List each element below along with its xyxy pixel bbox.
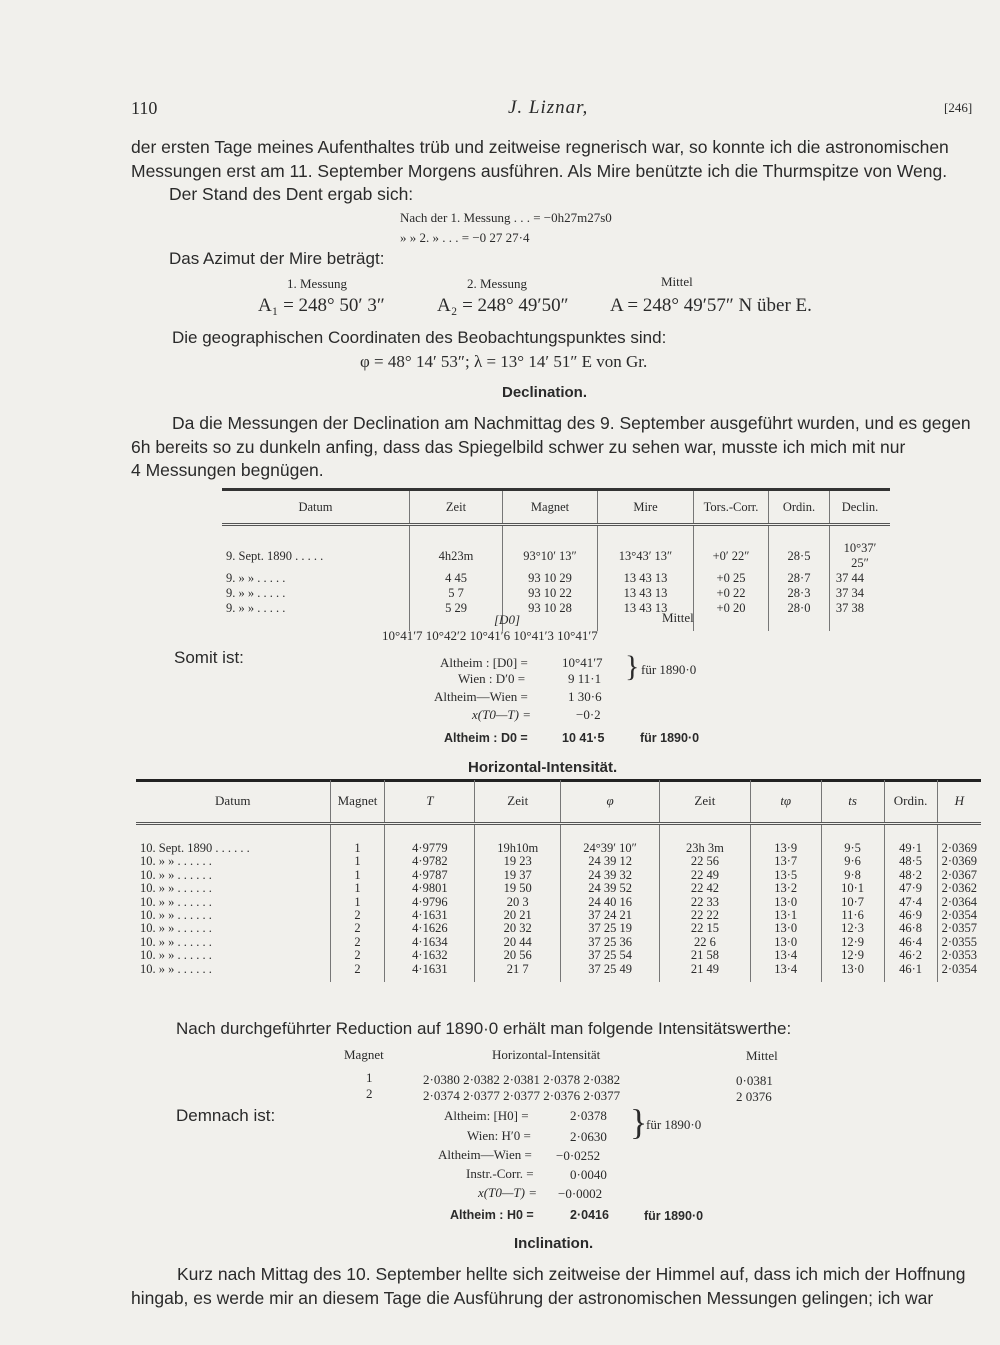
horizontal-table bbox=[136, 780, 981, 982]
somit-label: Somit ist: bbox=[174, 648, 244, 667]
demnach-label: Demnach ist: bbox=[176, 1106, 276, 1125]
h-final-for: für 1890·0 bbox=[644, 1209, 704, 1223]
table-cell: 13·0 bbox=[750, 896, 821, 909]
table-cell: 10. » » . . . . . . bbox=[140, 934, 212, 949]
table-cell: 4·9787 bbox=[385, 869, 475, 882]
h-final-value: 2·0416 bbox=[570, 1208, 609, 1222]
table-cell: 10. » » . . . . . . bbox=[140, 948, 212, 963]
table-cell: 22 6 bbox=[659, 936, 750, 949]
running-head-ref: [246] bbox=[944, 100, 973, 115]
table-cell: 2·0369 bbox=[937, 842, 981, 855]
table-cell: 13·0 bbox=[750, 922, 821, 935]
column-header: Ordin. bbox=[884, 780, 937, 824]
decl-result-value-3: 1 30·6 bbox=[568, 689, 602, 704]
table-cell bbox=[821, 976, 884, 982]
table-cell: 4·9801 bbox=[385, 882, 475, 895]
table-cell: 2 bbox=[330, 936, 385, 949]
h-final-label: Altheim : H0 = bbox=[450, 1208, 534, 1222]
d0-label: [D0] bbox=[494, 612, 521, 627]
table-cell: 4·1632 bbox=[385, 949, 475, 962]
column-header: Magnet bbox=[503, 490, 598, 525]
decl-result-value-2: 9 11·1 bbox=[568, 671, 602, 686]
table-cell: 13·5 bbox=[750, 869, 821, 882]
table-cell: 24 40 16 bbox=[561, 896, 660, 909]
decl-result-label-2: Wien : D′0 = bbox=[458, 671, 526, 686]
table-cell: 37 24 21 bbox=[561, 909, 660, 922]
table-cell: 2·0354 bbox=[937, 963, 981, 976]
table-row bbox=[222, 601, 890, 616]
table-cell bbox=[561, 976, 660, 982]
table-cell: 20 32 bbox=[475, 922, 561, 935]
table-cell: 19 50 bbox=[475, 882, 561, 895]
table-cell: 37 25 19 bbox=[561, 922, 660, 935]
column-header: Datum bbox=[222, 490, 410, 525]
table-cell: 1 bbox=[330, 869, 385, 882]
table-cell: 13 43 13 bbox=[598, 571, 694, 586]
table-cell: 46·8 bbox=[884, 922, 937, 935]
h-result-value-1: 2·0378 bbox=[570, 1108, 607, 1123]
table-cell: 47·4 bbox=[884, 896, 937, 909]
table-cell bbox=[385, 976, 475, 982]
table-cell: 5 29 bbox=[410, 601, 503, 616]
table-cell: 2·0353 bbox=[937, 949, 981, 962]
table-cell: 2·0367 bbox=[937, 869, 981, 882]
intro-paragraph bbox=[131, 136, 979, 207]
table-row bbox=[136, 949, 981, 962]
h-result-value-2: 2·0630 bbox=[570, 1129, 607, 1144]
running-head-author: J. Liznar, bbox=[508, 97, 589, 118]
column-header: T bbox=[385, 780, 475, 824]
h-result-for: für 1890·0 bbox=[646, 1117, 702, 1132]
table-cell: 13·0 bbox=[821, 963, 884, 976]
dent-measurement-2: » » 2. » . . . = −0 27 27·4 bbox=[400, 230, 530, 245]
table-cell: 37 44 bbox=[830, 571, 891, 586]
d0-values: 10°41′7 10°42′2 10°41′6 10°41′3 10°41′7 bbox=[382, 628, 598, 643]
decl-result-value-1: 10°41′7 bbox=[562, 655, 603, 670]
table-cell: 20 44 bbox=[475, 936, 561, 949]
h-result-value-5: −0·0002 bbox=[558, 1186, 603, 1201]
inclination-paragraph bbox=[131, 1263, 979, 1310]
table-cell: 4·1631 bbox=[385, 963, 475, 976]
table-cell: 37 25 49 bbox=[561, 963, 660, 976]
table-cell: 1 bbox=[330, 842, 385, 855]
h-result-value-4: 0·0040 bbox=[570, 1167, 607, 1182]
table-cell: 48·5 bbox=[884, 855, 937, 868]
table-cell: 22 33 bbox=[659, 896, 750, 909]
table-cell bbox=[330, 976, 385, 982]
table-cell bbox=[475, 976, 561, 982]
decl-result-label-3: Altheim—Wien = bbox=[434, 689, 528, 704]
decl-final-label: Altheim : D0 = bbox=[444, 731, 528, 745]
column-header: Magnet bbox=[330, 780, 385, 824]
table-cell: 11·6 bbox=[821, 909, 884, 922]
table-cell: 2·0369 bbox=[937, 855, 981, 868]
table-cell: +0 20 bbox=[694, 601, 769, 616]
table-cell: 20 3 bbox=[475, 896, 561, 909]
table-cell: 46·2 bbox=[884, 949, 937, 962]
table-row bbox=[136, 922, 981, 935]
table-cell: 13 43 13 bbox=[598, 601, 694, 616]
intensity-head-mittel: Mittel bbox=[746, 1048, 778, 1063]
column-header: φ bbox=[561, 780, 660, 824]
azimut-value-1: A₁ = 248° 50′ 3″ bbox=[258, 295, 385, 316]
column-header: Zeit bbox=[410, 490, 503, 525]
table-cell: 22 22 bbox=[659, 909, 750, 922]
table-cell: 2 bbox=[330, 949, 385, 962]
table-cell: 4h23m bbox=[410, 541, 503, 571]
azimut-value-mean: A = 248° 49′57″ N über E. bbox=[610, 295, 812, 316]
table-cell: +0 25 bbox=[694, 571, 769, 586]
intensity-head-magnet: Magnet bbox=[344, 1047, 384, 1062]
intensity-row-2-magnet: 2 bbox=[366, 1086, 373, 1101]
table-cell: 2·0357 bbox=[937, 922, 981, 935]
table-cell: 28·0 bbox=[769, 601, 830, 616]
table-cell: 48·2 bbox=[884, 869, 937, 882]
azimut-head-2: 2. Messung bbox=[467, 276, 527, 291]
page-number: 110 bbox=[131, 98, 158, 118]
column-header: Ordin. bbox=[769, 490, 830, 525]
column-header: Mire bbox=[598, 490, 694, 525]
text-line: 6h bereits so zu dunkeln anfing, dass das Spiegelbild schwer zu sehen war, musste ich mich mit nur bbox=[131, 436, 906, 457]
section-title-horizontal: Horizontal-Intensität. bbox=[468, 759, 618, 776]
table-cell: 24 39 12 bbox=[561, 855, 660, 868]
table-cell: 46·4 bbox=[884, 936, 937, 949]
brace-icon: } bbox=[630, 1102, 648, 1142]
column-header: Datum bbox=[136, 780, 330, 824]
table-row bbox=[222, 571, 890, 586]
table-cell: 13·1 bbox=[750, 909, 821, 922]
table-cell: 9. Sept. 1890 . . . . . bbox=[226, 548, 324, 563]
text-line: Da die Messungen der Declination am Nachmittag des 9. September ausgeführt wurden, und es gegen bbox=[172, 413, 971, 433]
table-cell: 13·4 bbox=[750, 949, 821, 962]
azimut-label: Das Azimut der Mire beträgt: bbox=[169, 249, 385, 268]
table-cell bbox=[937, 976, 981, 982]
table-cell: 12·3 bbox=[821, 922, 884, 935]
table-cell bbox=[136, 976, 330, 982]
table-cell: 28·3 bbox=[769, 586, 830, 601]
table-cell: 2 bbox=[330, 922, 385, 935]
text-line: Der Stand des Dent ergab sich: bbox=[169, 184, 414, 204]
table-cell: 9. » » . . . . . bbox=[226, 571, 286, 585]
table-row bbox=[136, 936, 981, 949]
table-cell: 4·9779 bbox=[385, 842, 475, 855]
table-cell: 9. » » . . . . . bbox=[226, 601, 286, 615]
text-line: 4 Messungen begnügen. bbox=[131, 460, 324, 480]
column-header: Zeit bbox=[475, 780, 561, 824]
text-line: Kurz nach Mittag des 10. September hellte sich zeitweise der Himmel auf, dass ich mich der Hoffnung bbox=[177, 1264, 966, 1284]
d0-mittel-label: Mittel bbox=[662, 610, 694, 625]
column-header: Zeit bbox=[659, 780, 750, 824]
table-cell: 22 42 bbox=[659, 882, 750, 895]
table-cell: 4 45 bbox=[410, 571, 503, 586]
table-cell: 2·0355 bbox=[937, 936, 981, 949]
table-cell: 2 bbox=[330, 963, 385, 976]
section-title-declination: Declination. bbox=[502, 384, 588, 401]
table-cell: 2·0354 bbox=[937, 909, 981, 922]
h-result-label-1: Altheim: [H0] = bbox=[444, 1108, 529, 1123]
table-row bbox=[136, 824, 981, 843]
column-header: Tors.-Corr. bbox=[694, 490, 769, 525]
table-cell: 9·5 bbox=[821, 842, 884, 855]
text-line: Messungen erst am 11. September Morgens ausführen. Als Mire benützte ich die Thurmspitze von Weng. bbox=[131, 160, 948, 181]
table-cell: 1 bbox=[330, 855, 385, 868]
table-cell: 20 56 bbox=[475, 949, 561, 962]
table-cell: 23h 3m bbox=[659, 842, 750, 855]
table-cell: 19 23 bbox=[475, 855, 561, 868]
column-header: H bbox=[937, 780, 981, 824]
table-cell: 4·9796 bbox=[385, 896, 475, 909]
h-result-label-4: Instr.-Corr. = bbox=[466, 1166, 534, 1181]
table-cell: 10. » » . . . . . . bbox=[140, 894, 212, 909]
table-cell: 37 34 bbox=[830, 586, 891, 601]
table-cell: 49·1 bbox=[884, 842, 937, 855]
table-cell: 13·2 bbox=[750, 882, 821, 895]
decl-result-label-4: x(T0—T) = bbox=[472, 707, 531, 722]
decl-result-for: für 1890·0 bbox=[641, 662, 697, 677]
table-row bbox=[222, 586, 890, 601]
table-cell: 37 38 bbox=[830, 601, 891, 616]
text-line: hingab, es werde mir an diesem Tage die Ausführung der astronomischen Messungen gelingen; ich war bbox=[131, 1287, 934, 1308]
intensity-head-values: Horizontal-Intensität bbox=[492, 1047, 601, 1062]
brace-icon: } bbox=[625, 650, 640, 683]
declination-table bbox=[222, 488, 890, 631]
table-cell: 21 58 bbox=[659, 949, 750, 962]
table-cell: 24°39′ 10″ bbox=[561, 842, 660, 855]
table-cell: 93°10′ 13″ bbox=[503, 541, 598, 571]
table-cell: 10·7 bbox=[821, 896, 884, 909]
table-cell bbox=[884, 976, 937, 982]
section-title-inclination: Inclination. bbox=[514, 1235, 594, 1252]
h-result-value-3: −0·0252 bbox=[556, 1148, 601, 1163]
table-row bbox=[136, 976, 981, 982]
h-result-label-2: Wien: H′0 = bbox=[467, 1128, 531, 1143]
table-cell: +0 22 bbox=[694, 586, 769, 601]
table-cell: 12·9 bbox=[821, 936, 884, 949]
table-cell: 13 43 13 bbox=[598, 586, 694, 601]
table-row bbox=[136, 882, 981, 895]
table-cell: 22 49 bbox=[659, 869, 750, 882]
table-row bbox=[136, 963, 981, 976]
table-cell: 12·9 bbox=[821, 949, 884, 962]
table-cell: 9·6 bbox=[821, 855, 884, 868]
table-row bbox=[136, 855, 981, 868]
table-cell: 10. » » . . . . . . bbox=[140, 881, 212, 896]
table-row bbox=[136, 909, 981, 922]
table-cell: 47·9 bbox=[884, 882, 937, 895]
table-cell: 20 21 bbox=[475, 909, 561, 922]
table-cell: 37 25 36 bbox=[561, 936, 660, 949]
table-cell: 2 bbox=[330, 909, 385, 922]
column-header: tφ bbox=[750, 780, 821, 824]
table-cell bbox=[750, 976, 821, 982]
table-cell: 13·9 bbox=[750, 842, 821, 855]
table-cell: 9. » » . . . . . bbox=[226, 586, 286, 600]
table-cell: 93 10 29 bbox=[503, 571, 598, 586]
table-cell: 10. » » . . . . . . bbox=[140, 961, 212, 976]
table-cell: 37 25 54 bbox=[561, 949, 660, 962]
azimut-value-2: A₂ = 248° 49′50″ bbox=[437, 295, 569, 316]
intensity-row-1-values: 2·0380 2·0382 2·0381 2·0378 2·0382 bbox=[423, 1072, 621, 1087]
table-row bbox=[136, 842, 981, 855]
table-cell: 13·4 bbox=[750, 963, 821, 976]
table-cell bbox=[659, 976, 750, 982]
reduction-text: Nach durchgeführter Reduction auf 1890·0 erhält man folgende Intensitätswerthe: bbox=[176, 1019, 792, 1038]
table-cell: +0′ 22″ bbox=[694, 541, 769, 571]
table-cell: 46·9 bbox=[884, 909, 937, 922]
table-cell: 46·1 bbox=[884, 963, 937, 976]
table-cell: 93 10 22 bbox=[503, 586, 598, 601]
intensity-row-1-magnet: 1 bbox=[366, 1070, 373, 1085]
table-cell: 1 bbox=[330, 896, 385, 909]
intensity-row-2-values: 2·0374 2·0377 2·0377 2·0376 2·0377 bbox=[423, 1088, 621, 1103]
declination-paragraph bbox=[131, 412, 979, 483]
table-cell: 24 39 32 bbox=[561, 869, 660, 882]
table-cell: 22 15 bbox=[659, 922, 750, 935]
h-result-label-5: x(T0—T) = bbox=[478, 1185, 537, 1200]
table-cell: 10. » » . . . . . . bbox=[140, 908, 212, 923]
intensity-row-1-mean: 0·0381 bbox=[736, 1073, 773, 1088]
table-row bbox=[222, 541, 890, 571]
table-cell: 24 39 52 bbox=[561, 882, 660, 895]
decl-result-value-4: −0·2 bbox=[576, 707, 601, 722]
table-cell: 5 7 bbox=[410, 586, 503, 601]
table-cell: 19h10m bbox=[475, 842, 561, 855]
dent-measurement-1: Nach der 1. Messung . . . = −0h27m27s0 bbox=[400, 210, 612, 225]
table-cell: 28·5 bbox=[769, 541, 830, 571]
table-cell: 4·9782 bbox=[385, 855, 475, 868]
table-cell: 10. » » . . . . . . bbox=[140, 867, 212, 882]
table-cell: 10°37′ 25″ bbox=[830, 541, 891, 571]
table-cell: 4·1634 bbox=[385, 936, 475, 949]
table-cell: 1 bbox=[330, 882, 385, 895]
table-cell: 13·7 bbox=[750, 855, 821, 868]
table-cell: 21 7 bbox=[475, 963, 561, 976]
column-header: Declin. bbox=[830, 490, 891, 525]
table-cell: 21 49 bbox=[659, 963, 750, 976]
table-cell: 2·0362 bbox=[937, 882, 981, 895]
coordinates-label: Die geographischen Coordinaten des Beobachtungspunktes sind: bbox=[172, 328, 667, 347]
decl-final-for: für 1890·0 bbox=[640, 731, 700, 745]
intensity-row-2-mean: 2 0376 bbox=[736, 1089, 772, 1104]
column-header: ts bbox=[821, 780, 884, 824]
decl-result-label-1: Altheim : [D0] = bbox=[440, 655, 528, 670]
table-row bbox=[136, 896, 981, 909]
table-row bbox=[222, 525, 890, 542]
table-cell: 19 37 bbox=[475, 869, 561, 882]
table-cell: 9·8 bbox=[821, 869, 884, 882]
table-cell: 10. » » . . . . . . bbox=[140, 921, 212, 936]
table-cell: 2·0364 bbox=[937, 896, 981, 909]
table-cell: 22 56 bbox=[659, 855, 750, 868]
decl-final-value: 10 41·5 bbox=[562, 731, 605, 745]
table-row bbox=[136, 869, 981, 882]
table-cell: 93 10 28 bbox=[503, 601, 598, 616]
coordinates-values: φ = 48° 14′ 53″; λ = 13° 14′ 51″ E von Gr. bbox=[360, 352, 648, 371]
table-cell: 10·1 bbox=[821, 882, 884, 895]
azimut-head-3: Mittel bbox=[661, 274, 693, 289]
table-cell: 10. Sept. 1890 . . . . . . bbox=[140, 841, 250, 855]
table-cell: 4·1631 bbox=[385, 909, 475, 922]
table-cell: 28·7 bbox=[769, 571, 830, 586]
table-cell: 13°43′ 13″ bbox=[598, 541, 694, 571]
h-result-label-3: Altheim—Wien = bbox=[438, 1147, 532, 1162]
table-cell: 10. » » . . . . . . bbox=[140, 854, 212, 869]
azimut-head-1: 1. Messung bbox=[287, 276, 347, 291]
text-line: der ersten Tage meines Aufenthaltes trüb und zeitweise regnerisch war, so konnte ich die astronomischen bbox=[131, 137, 949, 157]
table-cell: 13·0 bbox=[750, 936, 821, 949]
table-cell: 4·1626 bbox=[385, 922, 475, 935]
